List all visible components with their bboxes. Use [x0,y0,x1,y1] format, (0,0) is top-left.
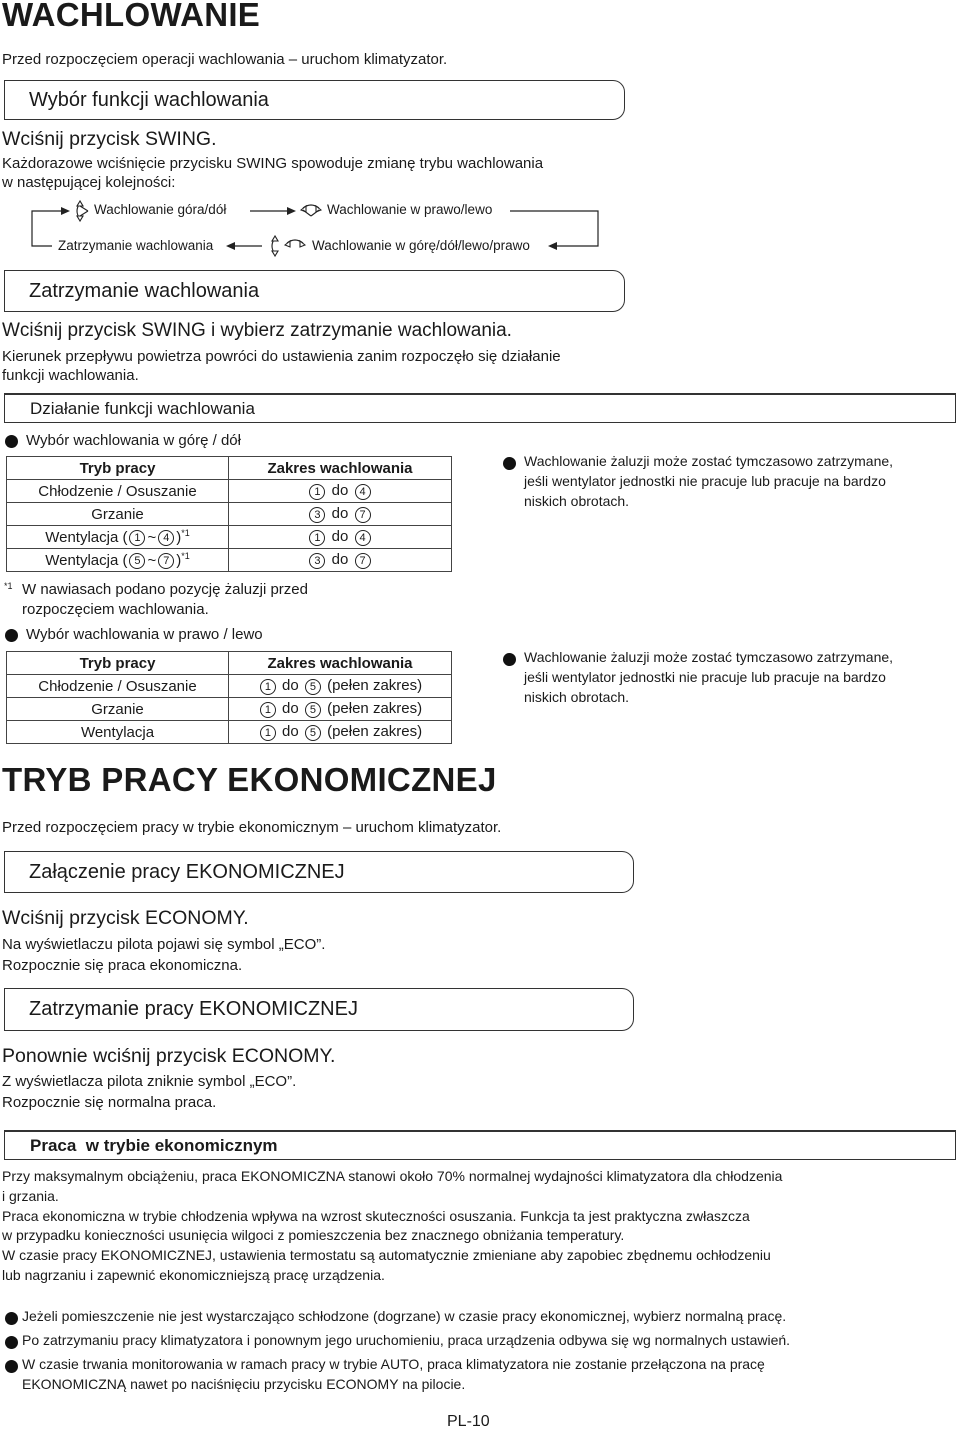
bullet-icon [503,653,516,666]
tilde: ~ [147,551,157,569]
tilde: ~ [147,528,157,546]
footnote-ref: *1 [181,527,190,538]
footnote-line-2: rozpoczęciem wachlowania. [22,601,209,618]
ud-mode: Chłodzenie / Osuszanie [7,480,229,503]
swing-desc-2: w następującej kolejności: [2,174,176,191]
table-row [7,675,452,698]
eco-bullet-3a: W czasie trwania monitorowania w ramach pracy w trybie AUTO, praca klimatyzatora nie zostanie przełączona na pracę [22,1356,765,1372]
bullet-icon [5,1336,18,1349]
position-number: 5 [129,553,145,569]
full-range-label: (pełen zakres) [327,723,423,741]
swing-operation-label: Działanie funkcji wachlowania [30,398,255,418]
swing-press-heading: Wciśnij przycisk SWING. [2,128,217,150]
eco-off-desc-2: Rozpocznie się normalna praca. [2,1094,217,1111]
swing-sequence-diagram [0,196,620,266]
bullet-icon [5,629,18,642]
position-number: 7 [355,553,371,569]
swing-stop-label: Zatrzymanie wachlowania [29,279,260,302]
eco-para-6: lub nagrzaniu i zapewnić ekonomiczniejszą pracę urządzenia. [2,1267,385,1283]
eco-off-label: Zatrzymanie pracy EKONOMICZNEJ [29,998,358,1020]
mode-prefix: Wentylacja ( [45,528,128,546]
lr-mode: Wentylacja [7,721,229,744]
ud-col-range: Zakres wachlowania [229,457,452,480]
position-number: 3 [309,553,325,569]
position-number: 1 [260,679,276,695]
eco-on-desc-2: Rozpocznie się praca ekonomiczna. [2,957,243,974]
position-number: 5 [305,725,321,741]
page-number: PL-10 [447,1413,490,1430]
do-label: do [331,482,349,500]
eco-bullet-3b: EKONOMICZNĄ nawet po naciśnięciu przycisku ECONOMY na pilocie. [22,1376,466,1392]
flow-stop-label: Zatrzymanie wachlowania [58,238,214,253]
swing-operation-box [4,393,956,423]
bullet-icon [5,1360,18,1373]
table-row [7,698,452,721]
ud-range-table [6,456,452,572]
eco-off-desc-1: Z wyświetlacza pilota zniknie symbol „ECO”. [2,1073,297,1090]
page-title-eco: TRYB PRACY EKONOMICZNEJ [2,761,497,798]
do-label: do [282,723,299,741]
swing-stop-desc-1: Kierunek przepływu powietrza powróci do ustawienia zanim rozpoczęło się działanie [2,348,561,365]
bullet-icon [503,457,516,470]
do-label: do [331,528,349,546]
note-1-line-3: niskich obrotach. [524,493,630,509]
table-row [7,526,452,549]
eco-mode-box [4,1130,956,1160]
swing-select-box [4,80,625,120]
do-label: do [331,551,349,569]
position-number: 3 [309,507,325,523]
lr-mode: Grzanie [7,698,229,721]
note-2-line-1: Wachlowanie żaluzji może zostać tymczasowo zatrzymane, [524,649,894,665]
leftright-swing-icon [301,205,321,216]
eco-para-4: w przypadku konieczności usunięcia wilgoci z pomieszczenia bez znacznego obniżania temperatury. [2,1227,625,1243]
eco-para-2: i grzania. [2,1188,59,1204]
lr-col-mode: Tryb pracy [7,652,229,675]
eco-on-label: Załączenie pracy EKONOMICZNEJ [29,860,345,883]
eco-off-box [4,988,634,1031]
flow-updown-label: Wachlowanie góra/dół [94,202,227,217]
position-number: 5 [305,679,321,695]
mode-suffix: ) [176,528,182,546]
position-number: 1 [129,530,145,546]
updown-swing-icon [77,201,88,221]
position-number: 7 [355,507,371,523]
position-number: 4 [355,484,371,500]
eco-on-desc-1: Na wyświetlaczu pilota pojawi się symbol „ECO”. [2,936,326,953]
lr-range-table [6,651,452,744]
eco-press-again-heading: Ponownie wciśnij przycisk ECONOMY. [2,1045,336,1067]
ud-heading: Wybór wachlowania w górę / dół [26,432,241,449]
eco-mode-label: Praca w trybie ekonomicznym [30,1135,278,1155]
ud-mode: Grzanie [7,503,229,526]
table-row [7,549,452,572]
ud-mode [7,549,229,572]
full-range-label: (pełen zakres) [327,677,423,695]
table-row [7,503,452,526]
swing-intro: Przed rozpoczęciem operacji wachlowania – uruchom klimatyzator. [2,51,448,68]
lr-heading: Wybór wachlowania w prawo / lewo [26,626,263,643]
position-number: 1 [309,484,325,500]
note-1-line-1: Wachlowanie żaluzji może zostać tymczasowo zatrzymane, [524,453,894,469]
ud-col-mode: Tryb pracy [7,457,229,480]
note-2-line-2: jeśli wentylator jednostki nie pracuje lub pracuje na bardzo [524,669,886,685]
table-row [7,721,452,744]
position-number: 1 [260,725,276,741]
swing-stop-desc-2: funkcji wachlowania. [2,367,139,384]
lr-mode: Chłodzenie / Osuszanie [7,675,229,698]
note-2-line-3: niskich obrotach. [524,689,630,705]
footnote-mark: *1 [4,581,13,591]
eco-intro: Przed rozpoczęciem pracy w trybie ekonomicznym – uruchom klimatyzator. [2,819,502,836]
eco-on-box [4,851,634,893]
eco-press-heading: Wciśnij przycisk ECONOMY. [2,907,249,929]
swing-stop-press: Wciśnij przycisk SWING i wybierz zatrzymanie wachlowania. [2,320,512,341]
swing-desc-1: Każdorazowe wciśnięcie przycisku SWING spowoduje zmianę trybu wachlowania [2,155,544,172]
flow-leftright-label: Wachlowanie w prawo/lewo [327,202,493,217]
flow-all-label: Wachlowanie w górę/dół/lewo/prawo [312,238,530,253]
eco-para-5: W czasie pracy EKONOMICZNEJ, ustawienia termostatu są automatycznie zmieniane aby zapobiec zbędnemu ochłodzeniu [2,1247,771,1263]
ud-mode [7,526,229,549]
do-label: do [282,700,299,718]
bullet-icon [5,435,18,448]
footnote-line-1: W nawiasach podano pozycję żaluzji przed [22,581,308,598]
table-row [7,480,452,503]
position-number: 1 [260,702,276,718]
bullet-icon [5,1312,18,1325]
swing-select-label: Wybór funkcji wachlowania [29,88,269,111]
mode-prefix: Wentylacja ( [45,551,128,569]
do-label: do [331,505,349,523]
note-1-line-2: jeśli wentylator jednostki nie pracuje lub pracuje na bardzo [524,473,886,489]
position-number: 7 [158,553,174,569]
position-number: 4 [158,530,174,546]
eco-bullet-1: Jeżeli pomieszczenie nie jest wystarczająco schłodzone (dogrzane) w czasie pracy ekonomicznej, wybierz normalną pracę. [22,1308,787,1324]
mode-suffix: ) [176,551,182,569]
page-title-swing: WACHLOWANIE [2,0,261,33]
eco-para-3: Praca ekonomiczna w trybie chłodzenia wpływa na wzrost skuteczności osuszania. Funkcja ta jest praktyczna zwłaszcza [2,1208,750,1224]
all-directions-swing-icon [272,236,305,256]
position-number: 1 [309,530,325,546]
full-range-label: (pełen zakres) [327,700,423,718]
lr-col-range: Zakres wachlowania [229,652,452,675]
do-label: do [282,677,299,695]
swing-stop-box [4,270,625,312]
position-number: 5 [305,702,321,718]
position-number: 4 [355,530,371,546]
footnote-ref: *1 [181,550,190,561]
eco-para-1: Przy maksymalnym obciążeniu, praca EKONOMICZNA stanowi około 70% normalnej wydajności klimatyzatora dla chłodzenia [2,1168,783,1184]
eco-bullet-2: Po zatrzymaniu pracy klimatyzatora i ponownym jego uruchomieniu, praca urządzenia odbywa się wg normalnych ustawień. [22,1332,791,1348]
